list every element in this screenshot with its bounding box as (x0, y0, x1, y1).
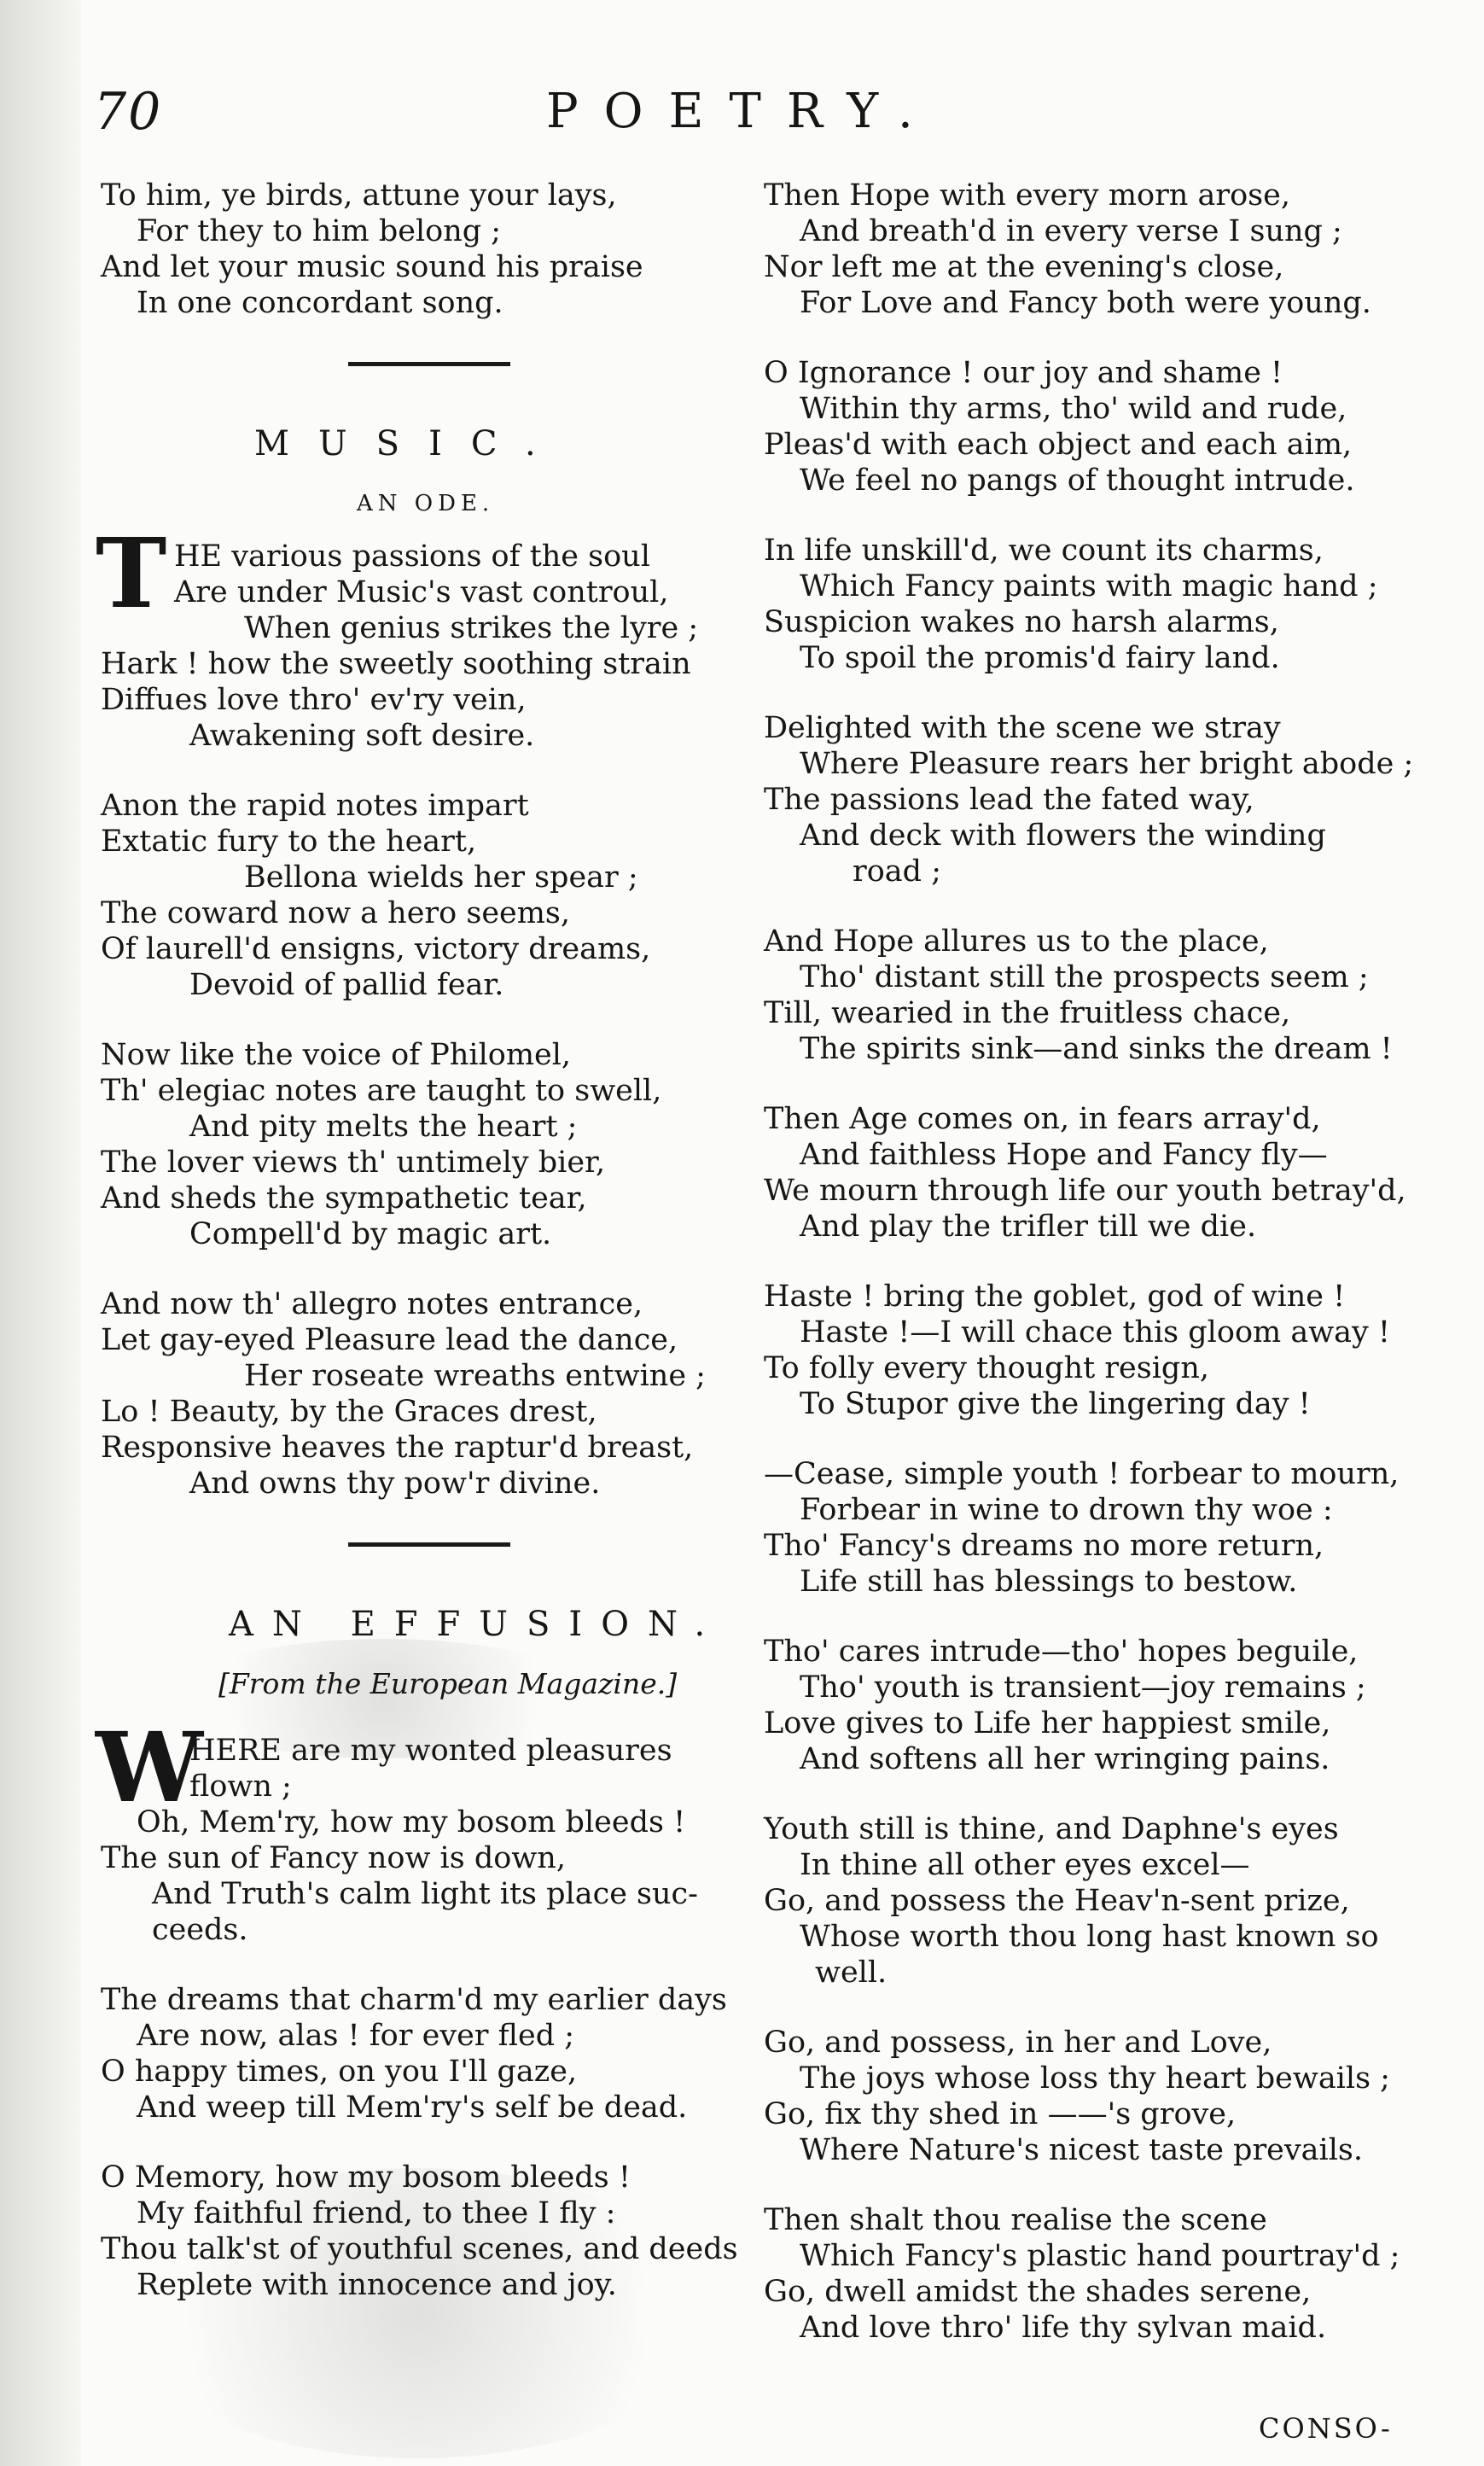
verse-line: Youth still is thine, and Daphne's eyes (764, 1812, 1339, 1846)
verse-line: And pity melts the heart ; (189, 1110, 578, 1144)
stanza (764, 2025, 1429, 2168)
verse-line: well. (815, 1956, 887, 1990)
verse-line: Of laurell'd ensigns, victory dreams, (101, 932, 651, 966)
verse-line: Oh, Mem'ry, how my bosom bleeds ! (137, 1805, 686, 1839)
verse-line: Love gives to Life her happiest smile, (764, 1706, 1331, 1740)
verse-line: We feel no pangs of thought intrude. (800, 463, 1355, 498)
verse-line: And love thro' life thy sylvan maid. (800, 2311, 1327, 2345)
verse-line: And Hope allures us to the place, (764, 924, 1269, 959)
verse-line: Thou talk'st of youthful scenes, and deeds (101, 2232, 738, 2266)
verse-line: The spirits sink—and sinks the dream ! (800, 1032, 1393, 1066)
verse-line: The coward now a hero seems, (101, 896, 571, 930)
verse-line: HE various passions of the soul (174, 539, 650, 574)
verse-line: My faithful friend, to thee I fly : (137, 2196, 616, 2230)
stanza (764, 710, 1429, 889)
verse-line: When genius strikes the lyre ; (244, 611, 699, 645)
verse-line: Awakening soft desire. (189, 719, 535, 753)
verse-line: Let gay-eyed Pleasure lead the dance, (101, 1323, 678, 1357)
verse-line: Nor left me at the evening's close, (764, 250, 1284, 284)
stanza (101, 1286, 749, 1501)
verse-line: And weep till Mem'ry's self be dead. (137, 2090, 688, 2125)
verse-line: The joys whose loss thy heart bewails ; (800, 2061, 1390, 2096)
left-column (96, 178, 749, 2337)
verse-line: Go, and possess, in her and Love, (764, 2026, 1272, 2060)
verse-line: Are now, alas ! for ever fled ; (137, 2019, 575, 2053)
verse-line: —Cease, simple youth ! forbear to mourn, (764, 1457, 1400, 1491)
verse-line: Where Nature's nicest taste prevails. (800, 2133, 1364, 2167)
stanza (764, 178, 1429, 321)
verse-line: And deck with flowers the winding (800, 819, 1326, 853)
verse-line: Hark ! how the sweetly soothing strain (101, 647, 691, 681)
drop-cap: W (96, 1712, 203, 1824)
verse-line: Till, wearied in the fruitless chace, (764, 996, 1291, 1030)
verse-line: And softens all her wringing pains. (800, 1742, 1330, 1776)
poem-subtitle: AN ODE. (357, 491, 495, 516)
verse-line: Within thy arms, tho' wild and rude, (800, 392, 1347, 426)
verse-line: Then shalt thou realise the scene (764, 2203, 1267, 2237)
verse-line: And Truth's calm light its place suc- (152, 1877, 698, 1911)
verse-line: We mourn through life our youth betray'd, (764, 1174, 1406, 1208)
verse-line: Delighted with the scene we stray (764, 711, 1281, 745)
verse-line: Compell'd by magic art. (189, 1217, 552, 1251)
verse-line: In thine all other eyes excel— (800, 1848, 1250, 1882)
verse-line: Life still has blessings to bestow. (800, 1565, 1298, 1599)
scan-edge (0, 0, 81, 2466)
verse-line: And now th' allegro notes entrance, (101, 1287, 643, 1321)
verse-line: Go, dwell amidst the shades serene, (764, 2275, 1312, 2309)
verse-line: ceeds. (152, 1913, 248, 1947)
verse-line: Suspicion wakes no harsh alarms, (764, 605, 1279, 639)
verse-line: Devoid of pallid fear. (189, 968, 504, 1002)
verse-line: Bellona wields her spear ; (244, 860, 638, 895)
verse-line: Then Hope with every morn arose, (764, 178, 1290, 213)
stanza (101, 1037, 749, 1252)
verse-line: The sun of Fancy now is down, (101, 1841, 566, 1875)
stanza (101, 2160, 749, 2303)
stanza (764, 924, 1429, 1067)
verse-line: To Stupor give the lingering day ! (800, 1387, 1311, 1421)
verse-line: O Memory, how my bosom bleeds ! (101, 2160, 631, 2195)
verse-line: Lo ! Beauty, by the Graces drest, (101, 1395, 597, 1429)
section-rule (348, 1542, 510, 1547)
stanza (96, 1712, 749, 1948)
verse-line: Replete with innocence and joy. (137, 2268, 617, 2302)
page-number: 70 (94, 82, 163, 142)
verse-line: To spoil the promis'd fairy land. (800, 641, 1280, 675)
verse-line: Then Age comes on, in fears array'd, (764, 1102, 1321, 1136)
verse-line: For they to him belong ; (137, 214, 502, 248)
verse-line: Tho' youth is transient—joy remains ; (800, 1670, 1366, 1705)
running-title: POETRY. (546, 84, 939, 139)
verse-line: And owns thy pow'r divine. (189, 1466, 601, 1501)
verse-line: O happy times, on you I'll gaze, (101, 2055, 578, 2089)
verse-line: Extatic fury to the heart, (101, 825, 477, 859)
verse-line: Pleas'd with each object and each aim, (764, 428, 1353, 462)
poem-title-music: MUSIC. (254, 424, 565, 463)
verse-line: And let your music sound his praise (101, 250, 643, 284)
verse-line: Forbear in wine to drown thy woe : (800, 1493, 1333, 1527)
verse-line: And breath'd in every verse I sung ; (800, 214, 1342, 248)
opening-stanza (101, 178, 749, 321)
verse-line: Go, and possess the Heav'n-sent prize, (764, 1884, 1350, 1918)
verse-line: And faithless Hope and Fancy fly— (800, 1138, 1328, 1172)
section-rule (348, 362, 510, 366)
stanza (764, 1101, 1429, 1245)
verse-line: Tho' distant still the prospects seem ; (800, 960, 1369, 994)
verse-line: Th' elegiac notes are taught to swell, (101, 1074, 662, 1108)
verse-line: The lover views th' untimely bier, (101, 1146, 606, 1180)
stanza (764, 1634, 1429, 1777)
stanza (764, 1279, 1429, 1422)
verse-line: The passions lead the fated way, (764, 783, 1254, 817)
verse-line: Haste ! bring the goblet, god of wine ! (764, 1280, 1346, 1314)
poem-source: [From the European Magazine.] (218, 1667, 678, 1700)
verse-line: Responsive heaves the raptur'd breast, (101, 1431, 694, 1465)
verse-line: Tho' Fancy's dreams no more return, (764, 1529, 1324, 1563)
verse-line: Haste !—I will chace this gloom away ! (800, 1315, 1390, 1350)
verse-line: To him, ye birds, attune your lays, (101, 178, 617, 213)
stanza (96, 518, 749, 754)
verse-line: Her roseate wreaths entwine ; (244, 1359, 706, 1393)
stanza (764, 533, 1429, 676)
drop-cap: T (96, 518, 167, 630)
verse-line: Now like the voice of Philomel, (101, 1038, 572, 1072)
verse-line: Which Fancy's plastic hand pourtray'd ; (800, 2239, 1400, 2273)
verse-line: road ; (853, 854, 941, 889)
stanza (101, 1982, 749, 2125)
verse-line: Are under Music's vast controul, (174, 575, 669, 609)
stanza (764, 2202, 1429, 2346)
verse-line: For Love and Fancy both were young. (800, 286, 1371, 320)
catchword: CONSO- (1259, 2412, 1393, 2445)
verse-line: Go, fix thy shed in ——'s grove, (764, 2097, 1237, 2131)
stanza (764, 355, 1429, 498)
verse-line: Where Pleasure rears her bright abode ; (800, 747, 1414, 781)
poem-title-effusion: AN EFFUSION. (229, 1605, 725, 1644)
verse-line: flown ; (189, 1769, 292, 1804)
stanza (764, 1811, 1429, 1991)
verse-line: Which Fancy paints with magic hand ; (800, 569, 1378, 603)
verse-line: Tho' cares intrude—tho' hopes beguile, (764, 1635, 1359, 1669)
verse-line: Anon the rapid notes impart (101, 789, 529, 823)
verse-line: Whose worth thou long hast known so (800, 1920, 1379, 1954)
verse-line: The dreams that charm'd my earlier days (101, 1983, 727, 2017)
stanza (764, 1456, 1429, 1600)
verse-line: HERE are my wonted pleasures (189, 1734, 672, 1768)
verse-line: And sheds the sympathetic tear, (101, 1181, 587, 1216)
verse-line: Diffues love thro' ev'ry vein, (101, 683, 527, 717)
stanza (101, 788, 749, 1003)
verse-line: And play the trifler till we die. (800, 1210, 1257, 1244)
verse-line: O Ignorance ! our joy and shame ! (764, 356, 1283, 390)
verse-line: To folly every thought resign, (764, 1351, 1209, 1385)
right-column (764, 178, 1429, 2380)
verse-line: In life unskill'd, we count its charms, (764, 533, 1324, 568)
verse-line: In one concordant song. (137, 286, 503, 320)
